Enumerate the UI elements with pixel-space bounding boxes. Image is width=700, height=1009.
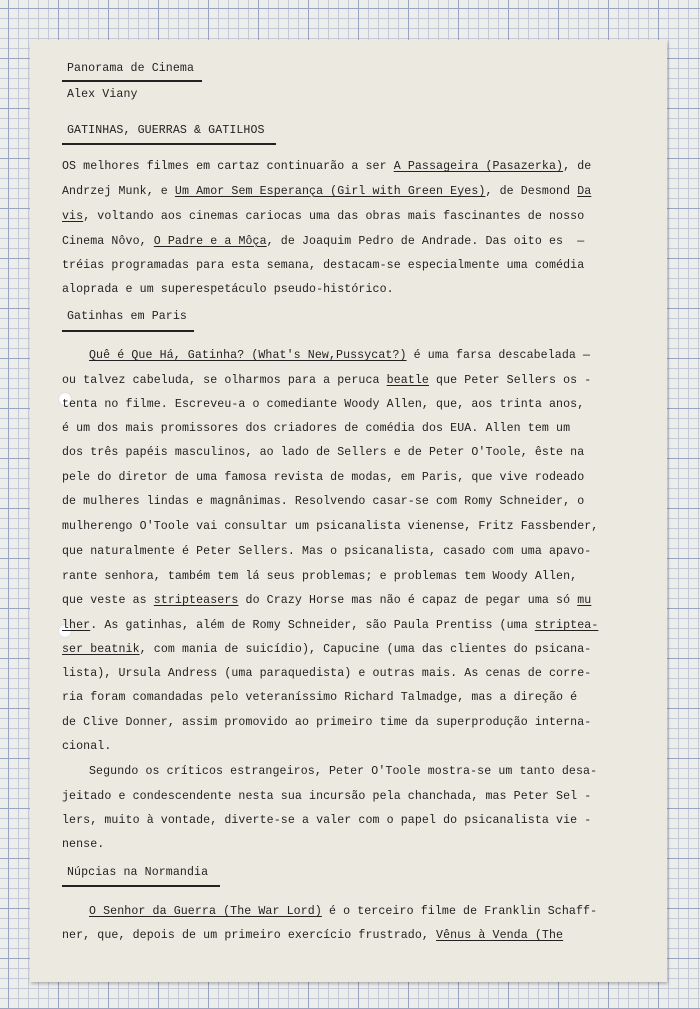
section-heading-nupcias: Núpcias na Normandia (67, 866, 209, 879)
s1-line-7: de mulheres lindas e magnânimas. Resolvendo casar-se com Romy Schneider, o (62, 495, 585, 508)
s1-line-6: pele do diretor de uma famosa revista de modas, em Paris, que vive rodeado (62, 471, 585, 484)
s1-p2-line-2: jeitado e condescendente nesta sua incursão pela chanchada, mas Peter Sel - (62, 790, 592, 803)
intro-line-3: vis, voltando aos cinemas cariocas uma das obras mais fascinantes de nosso (62, 210, 585, 223)
film-title-passageira: A Passageira (Pasazerka) (393, 160, 564, 173)
s1-p2-line-1: Segundo os críticos estrangeiros, Peter O'Toole mostra-se um tanto desa- (89, 765, 598, 778)
s1-line-11: que veste as stripteasers do Crazy Horse mas não é capaz de pegar uma só mu (62, 594, 592, 607)
column-name: Panorama de Cinema (67, 62, 195, 75)
intro-line-6: aloprada e um superespetáculo pseudo-histórico. (62, 283, 394, 296)
film-title-amor-sem-esperanca: Um Amor Sem Esperança (Girl with Green Eyes) (174, 185, 486, 198)
intro-line-5: tréias programadas para esta semana, destacam-se especialmente uma comédia (62, 259, 585, 272)
s1-line-13: ser beatnik, com mania de suicídio), Capucine (uma das clientes do psicana- (62, 643, 592, 656)
s1-p2-line-3: lers, muito à vontade, diverte-se a valer com o papel do psicanalista vie - (62, 814, 592, 827)
s1-line-9: que naturalmente é Peter Sellers. Mas o psicanalista, casado com uma apavo- (62, 545, 592, 558)
section-heading-nupcias-rule (62, 885, 220, 887)
s1-line-17: cional. (62, 740, 112, 753)
s2-line-2: ner, que, depois de um primeiro exercício frustrado, Vênus à Venda (The (62, 929, 564, 942)
s1-line-5: dos três papéis masculinos, ao lado de Sellers e de Peter O'Toole, êste na (62, 446, 585, 459)
intro-line-2: Andrzej Munk, e Um Amor Sem Esperança (Girl with Green Eyes), de Desmond Da (62, 185, 592, 198)
film-title-padre-e-a-moca: O Padre e a Môça (153, 235, 267, 248)
film-title-venus-a-venda: Vênus à Venda (The (436, 929, 564, 942)
s2-line-1: O Senhor da Guerra (The War Lord) é o terceiro filme de Franklin Schaff- (89, 905, 598, 918)
article-title-rule (62, 143, 276, 145)
s1-line-8: mulherengo O'Toole vai consultar um psicanalista vienense, Fritz Fassbender, (62, 520, 599, 533)
s1-line-1: Quê é Que Há, Gatinha? (What's New,Pussycat?) é uma farsa descabelada — (89, 349, 591, 362)
s1-line-10: rante senhora, também tem lá seus problemas; e problemas tem Woody Allen, (62, 570, 578, 583)
article-title: GATINHAS, GUERRAS & GATILHOS (67, 124, 265, 137)
section-heading-gatinhas: Gatinhas em Paris (67, 310, 187, 323)
film-title-whats-new-pussycat: Quê é Que Há, Gatinha? (What's New,Pussycat?) (89, 349, 407, 362)
s1-line-4: é um dos mais promissores dos criadores de comédia dos EUA. Allen tem um (62, 422, 571, 435)
intro-line-1: OS melhores filmes em cartaz continuarão a ser A Passageira (Pasazerka), de (62, 160, 592, 173)
film-title-war-lord: O Senhor da Guerra (The War Lord) (89, 905, 322, 918)
author-name: Alex Viany (67, 88, 138, 101)
column-name-rule (62, 80, 202, 82)
s1-line-12: lher. As gatinhas, além de Romy Schneider, são Paula Prentiss (uma striptea- (62, 619, 599, 632)
s1-line-2: ou talvez cabeluda, se olharmos para a peruca beatle que Peter Sellers os - (62, 374, 592, 387)
s1-line-14: lista), Ursula Andress (uma paraquedista) e outras mais. As cenas de corre- (62, 667, 592, 680)
s1-line-3: tenta no filme. Escreveu-a o comediante Woody Allen, que, aos trinta anos, (62, 398, 585, 411)
s1-line-15: ria foram comandadas pelo veteraníssimo Richard Talmadge, mas a direção é (62, 691, 578, 704)
intro-line-4: Cinema Nôvo, O Padre e a Môça, de Joaquim Pedro de Andrade. Das oito es — (62, 235, 585, 248)
typewritten-page (30, 40, 667, 982)
section-heading-gatinhas-rule (62, 330, 194, 332)
s1-line-16: de Clive Donner, assim promovido ao primeiro time da superprodução interna- (62, 716, 592, 729)
s1-p2-line-4: nense. (62, 838, 105, 851)
